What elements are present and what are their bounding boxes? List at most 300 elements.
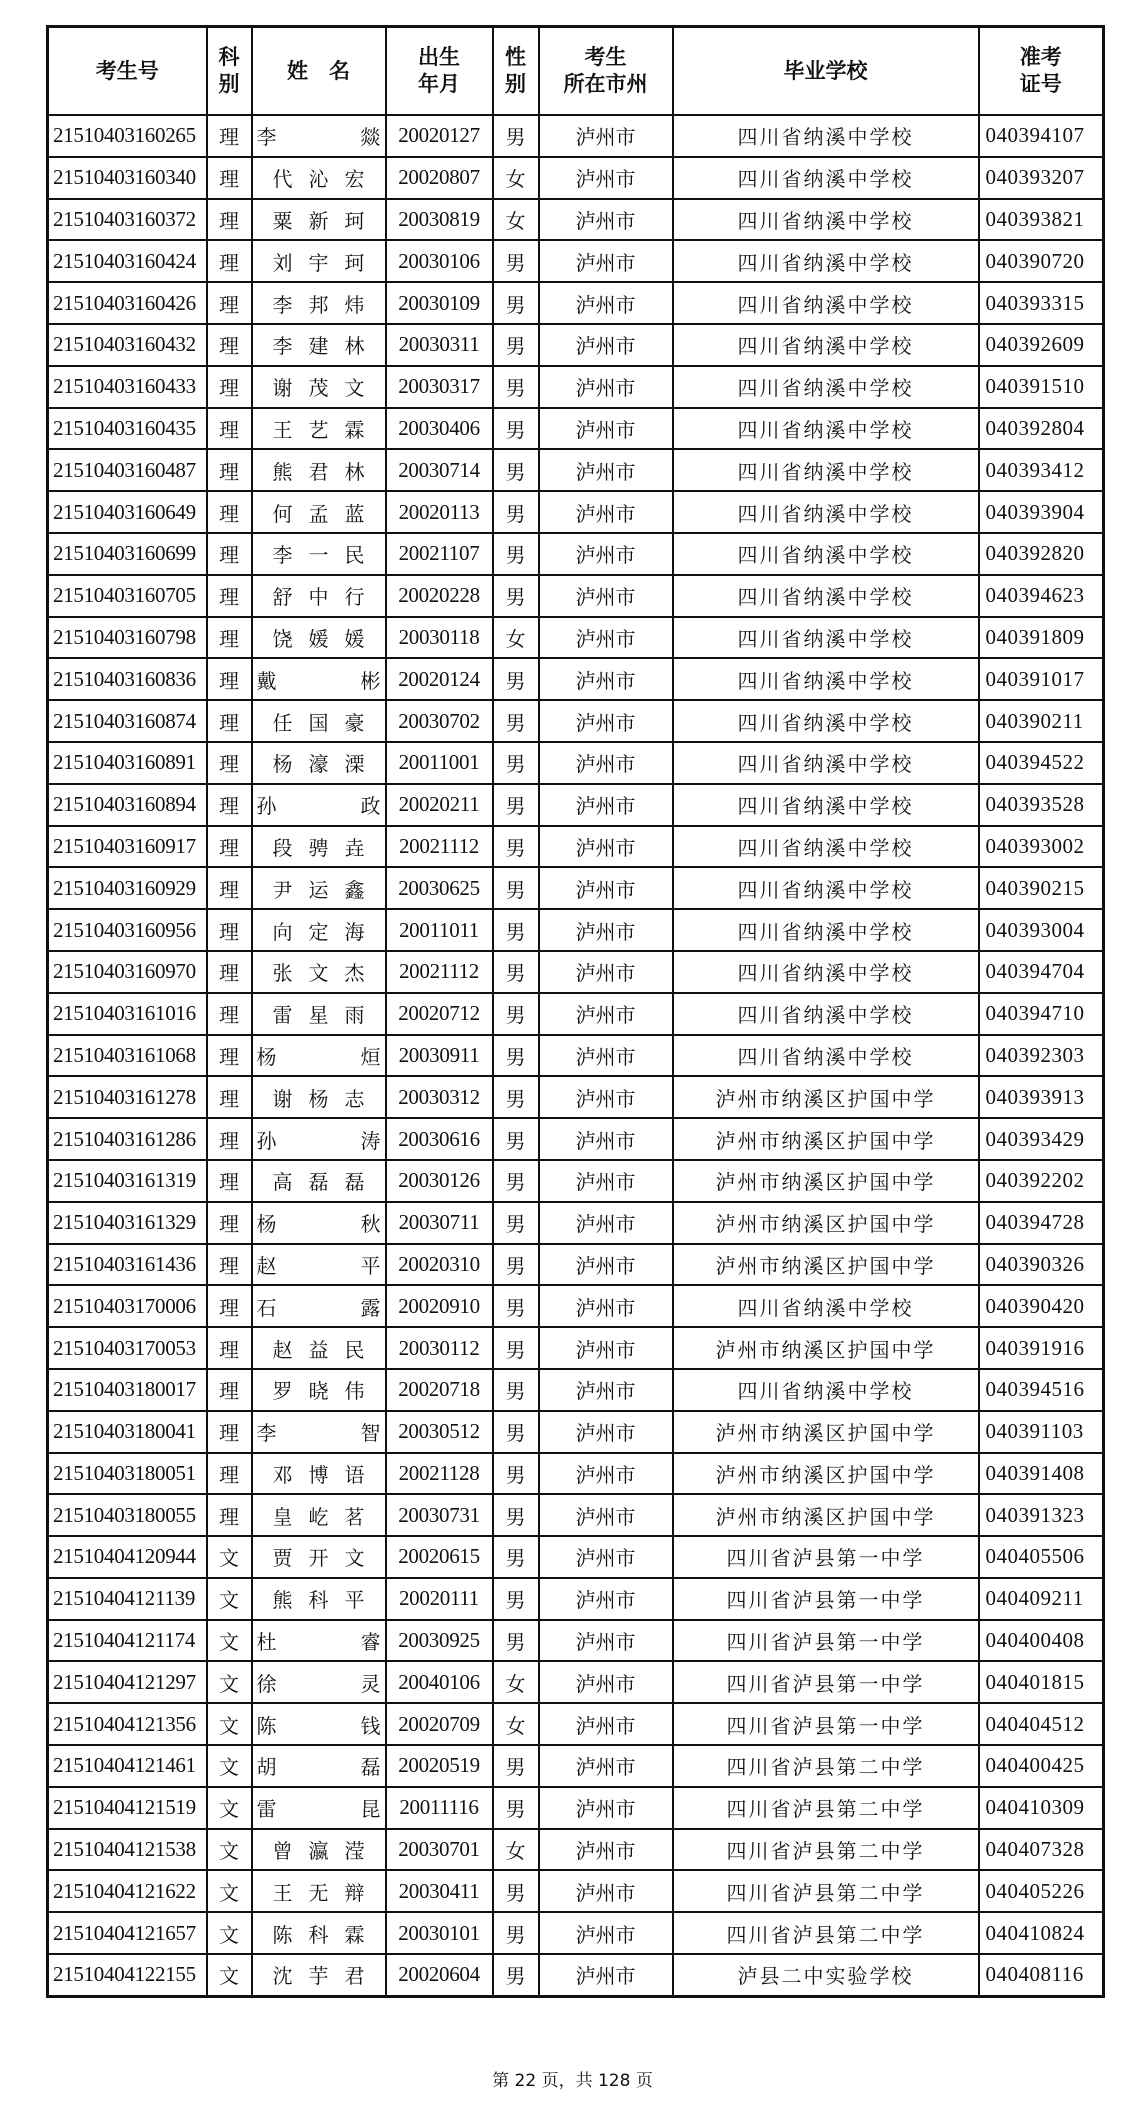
- admission-list-table: [46, 25, 1105, 1998]
- exam-id-cell: 21510404121356: [48, 1703, 207, 1745]
- school-cell: 四川省纳溪中学校: [673, 199, 979, 241]
- city-cell: 泸州市: [539, 324, 673, 366]
- student-name: 段骋垚: [272, 835, 381, 860]
- subject-cell: 理: [207, 1202, 252, 1244]
- city-cell: 泸州市: [539, 1118, 673, 1160]
- gender-cell: 男: [493, 1327, 539, 1369]
- table-row: [48, 1620, 1104, 1662]
- table-row: [48, 658, 1104, 700]
- student-name: 胡磊: [256, 1755, 381, 1780]
- exam-id-cell: 21510403160435: [48, 408, 207, 450]
- ticket-number-cell: 040392820: [979, 533, 1104, 575]
- exam-id-cell: 21510403180041: [48, 1411, 207, 1453]
- ticket-number-cell: 040391809: [979, 617, 1104, 659]
- city-cell: 泸州市: [539, 1369, 673, 1411]
- gender-cell: 男: [493, 1244, 539, 1286]
- gender-cell: 男: [493, 1745, 539, 1787]
- gender-cell: 男: [493, 491, 539, 533]
- birth-date-cell: 20030731: [386, 1494, 493, 1536]
- ticket-number-cell: 040391323: [979, 1494, 1104, 1536]
- subject-cell: 文: [207, 1954, 252, 1996]
- city-cell: 泸州市: [539, 1954, 673, 1996]
- exam-id-cell: 21510403160649: [48, 491, 207, 533]
- school-cell: 四川省纳溪中学校: [673, 909, 979, 951]
- city-cell: 泸州市: [539, 408, 673, 450]
- gender-cell: 男: [493, 1285, 539, 1327]
- student-name-cell: [252, 1285, 386, 1327]
- exam-id-cell: 21510403161329: [48, 1202, 207, 1244]
- birth-date-cell: 20030106: [386, 240, 493, 282]
- city-cell: 泸州市: [539, 993, 673, 1035]
- birth-date-cell: 20020228: [386, 575, 493, 617]
- exam-id-cell: 21510404122155: [48, 1954, 207, 1996]
- city-cell: 泸州市: [539, 366, 673, 408]
- table-row: [48, 867, 1104, 909]
- birth-date-cell: 20030625: [386, 867, 493, 909]
- gender-cell: 男: [493, 1536, 539, 1578]
- gender-cell: 男: [493, 1620, 539, 1662]
- school-cell: 四川省纳溪中学校: [673, 1369, 979, 1411]
- table-row: [48, 617, 1104, 659]
- table-row: [48, 1745, 1104, 1787]
- exam-id-cell: 21510403180051: [48, 1453, 207, 1495]
- subject-cell: 文: [207, 1578, 252, 1620]
- school-cell: 四川省纳溪中学校: [673, 157, 979, 199]
- school-cell: 四川省纳溪中学校: [673, 867, 979, 909]
- gender-cell: 男: [493, 1035, 539, 1077]
- city-cell: 泸州市: [539, 1035, 673, 1077]
- exam-id-cell: 21510403160891: [48, 742, 207, 784]
- subject-cell: 理: [207, 909, 252, 951]
- student-name: 张文杰: [272, 961, 381, 986]
- subject-cell: 文: [207, 1536, 252, 1578]
- student-name-cell: [252, 1327, 386, 1369]
- school-cell: 四川省纳溪中学校: [673, 240, 979, 282]
- exam-id-cell: 21510404121174: [48, 1620, 207, 1662]
- exam-id-cell: 21510403160487: [48, 449, 207, 491]
- school-cell: 四川省泸县第一中学: [673, 1536, 979, 1578]
- table-row: [48, 366, 1104, 408]
- city-cell: 泸州市: [539, 1745, 673, 1787]
- subject-cell: 理: [207, 157, 252, 199]
- student-name: 向定海: [272, 919, 381, 944]
- header-school: 毕业学校: [673, 27, 979, 116]
- table-row: [48, 157, 1104, 199]
- subject-cell: 理: [207, 199, 252, 241]
- ticket-number-cell: 040394623: [979, 575, 1104, 617]
- exam-id-cell: 21510403161278: [48, 1076, 207, 1118]
- gender-cell: 男: [493, 1578, 539, 1620]
- ticket-number-cell: 040404512: [979, 1703, 1104, 1745]
- gender-cell: 男: [493, 1411, 539, 1453]
- table-row: [48, 533, 1104, 575]
- city-cell: 泸州市: [539, 909, 673, 951]
- header-subject: 科 别: [207, 27, 252, 116]
- school-cell: 四川省纳溪中学校: [673, 617, 979, 659]
- table-row: [48, 1285, 1104, 1327]
- subject-cell: 文: [207, 1745, 252, 1787]
- birth-date-cell: 20011011: [386, 909, 493, 951]
- exam-id-cell: 21510403170053: [48, 1327, 207, 1369]
- gender-cell: 男: [493, 1160, 539, 1202]
- student-name-cell: [252, 1578, 386, 1620]
- student-name-cell: [252, 157, 386, 199]
- gender-cell: 男: [493, 1954, 539, 1996]
- exam-id-cell: 21510403160265: [48, 115, 207, 157]
- subject-cell: 文: [207, 1787, 252, 1829]
- city-cell: 泸州市: [539, 742, 673, 784]
- ticket-number-cell: 040390420: [979, 1285, 1104, 1327]
- student-name-cell: [252, 700, 386, 742]
- ticket-number-cell: 040392202: [979, 1160, 1104, 1202]
- student-name-cell: [252, 324, 386, 366]
- student-name-cell: [252, 617, 386, 659]
- school-cell: 四川省纳溪中学校: [673, 449, 979, 491]
- ticket-number-cell: 040407328: [979, 1829, 1104, 1871]
- student-name: 陈科霖: [272, 1922, 381, 1947]
- birth-date-cell: 20030101: [386, 1912, 493, 1954]
- subject-cell: 文: [207, 1912, 252, 1954]
- header-gender: 性 别: [493, 27, 539, 116]
- student-name-cell: [252, 1118, 386, 1160]
- student-name-cell: [252, 366, 386, 408]
- exam-id-cell: 21510403180055: [48, 1494, 207, 1536]
- gender-cell: 男: [493, 1494, 539, 1536]
- exam-id-cell: 21510403160874: [48, 700, 207, 742]
- birth-date-cell: 20030311: [386, 324, 493, 366]
- ticket-number-cell: 040393004: [979, 909, 1104, 951]
- ticket-number-cell: 040394710: [979, 993, 1104, 1035]
- gender-cell: 男: [493, 867, 539, 909]
- student-name: 任国豪: [272, 710, 381, 735]
- school-cell: 泸州市纳溪区护国中学: [673, 1202, 979, 1244]
- student-name-cell: [252, 1076, 386, 1118]
- table-row: [48, 324, 1104, 366]
- birth-date-cell: 20011116: [386, 1787, 493, 1829]
- school-cell: 四川省纳溪中学校: [673, 491, 979, 533]
- student-name: 罗晓伟: [272, 1379, 381, 1404]
- school-cell: 泸州市纳溪区护国中学: [673, 1411, 979, 1453]
- city-cell: 泸州市: [539, 658, 673, 700]
- city-cell: 泸州市: [539, 1244, 673, 1286]
- school-cell: 泸州市纳溪区护国中学: [673, 1118, 979, 1160]
- ticket-number-cell: 040393821: [979, 199, 1104, 241]
- exam-id-cell: 21510403161436: [48, 1244, 207, 1286]
- table-row: [48, 449, 1104, 491]
- school-cell: 四川省纳溪中学校: [673, 115, 979, 157]
- birth-date-cell: 20020615: [386, 1536, 493, 1578]
- birth-date-cell: 20030819: [386, 199, 493, 241]
- school-cell: 四川省纳溪中学校: [673, 700, 979, 742]
- student-name-cell: [252, 240, 386, 282]
- gender-cell: 男: [493, 742, 539, 784]
- student-name-cell: [252, 1411, 386, 1453]
- city-cell: 泸州市: [539, 617, 673, 659]
- student-name: 王无辩: [272, 1880, 381, 1905]
- school-cell: 四川省纳溪中学校: [673, 993, 979, 1035]
- school-cell: 四川省泸县第二中学: [673, 1745, 979, 1787]
- student-name-cell: [252, 1620, 386, 1662]
- school-cell: 四川省纳溪中学校: [673, 1285, 979, 1327]
- birth-date-cell: 20030925: [386, 1620, 493, 1662]
- school-cell: 四川省纳溪中学校: [673, 951, 979, 993]
- ticket-number-cell: 040400425: [979, 1745, 1104, 1787]
- exam-id-cell: 21510404120944: [48, 1536, 207, 1578]
- exam-id-cell: 21510403160894: [48, 784, 207, 826]
- city-cell: 泸州市: [539, 1285, 673, 1327]
- exam-id-cell: 21510403160433: [48, 366, 207, 408]
- city-cell: 泸州市: [539, 240, 673, 282]
- birth-date-cell: 20020604: [386, 1954, 493, 1996]
- birth-date-cell: 20021107: [386, 533, 493, 575]
- ticket-number-cell: 040394516: [979, 1369, 1104, 1411]
- gender-cell: 男: [493, 1118, 539, 1160]
- student-name-cell: [252, 1787, 386, 1829]
- student-name: 谢茂文: [272, 376, 381, 401]
- school-cell: 泸州市纳溪区护国中学: [673, 1244, 979, 1286]
- table-row: [48, 1536, 1104, 1578]
- page-footer: 第 22 页，共 128 页: [492, 2071, 653, 2091]
- subject-cell: 理: [207, 282, 252, 324]
- city-cell: 泸州市: [539, 115, 673, 157]
- ticket-number-cell: 040391510: [979, 366, 1104, 408]
- birth-date-cell: 20030702: [386, 700, 493, 742]
- gender-cell: 男: [493, 658, 539, 700]
- table-row: [48, 491, 1104, 533]
- city-cell: 泸州市: [539, 1494, 673, 1536]
- header-exam-id: 考生号: [48, 27, 207, 116]
- ticket-number-cell: 040410824: [979, 1912, 1104, 1954]
- subject-cell: 理: [207, 1285, 252, 1327]
- gender-cell: 男: [493, 784, 539, 826]
- city-cell: 泸州市: [539, 1661, 673, 1703]
- student-name: 舒中行: [272, 585, 381, 610]
- subject-cell: 理: [207, 1244, 252, 1286]
- student-name: 徐灵: [256, 1671, 381, 1696]
- city-cell: 泸州市: [539, 1703, 673, 1745]
- exam-id-cell: 21510403161068: [48, 1035, 207, 1077]
- table-row: [48, 282, 1104, 324]
- table-row: [48, 909, 1104, 951]
- subject-cell: 理: [207, 1327, 252, 1369]
- exam-id-cell: 21510403160836: [48, 658, 207, 700]
- student-name-cell: [252, 1661, 386, 1703]
- gender-cell: 女: [493, 1829, 539, 1871]
- student-name-cell: [252, 1870, 386, 1912]
- subject-cell: 理: [207, 658, 252, 700]
- exam-id-cell: 21510404121622: [48, 1870, 207, 1912]
- subject-cell: 理: [207, 742, 252, 784]
- school-cell: 四川省纳溪中学校: [673, 658, 979, 700]
- table-row: [48, 1118, 1104, 1160]
- ticket-number-cell: 040394107: [979, 115, 1104, 157]
- student-name: 王艺霖: [272, 417, 381, 442]
- gender-cell: 男: [493, 1912, 539, 1954]
- table-row: [48, 784, 1104, 826]
- school-cell: 泸州市纳溪区护国中学: [673, 1327, 979, 1369]
- ticket-number-cell: 040390215: [979, 867, 1104, 909]
- exam-id-cell: 21510404121657: [48, 1912, 207, 1954]
- subject-cell: 理: [207, 1076, 252, 1118]
- ticket-number-cell: 040391103: [979, 1411, 1104, 1453]
- birth-date-cell: 20020910: [386, 1285, 493, 1327]
- birth-date-cell: 20030701: [386, 1829, 493, 1871]
- birth-date-cell: 20040106: [386, 1661, 493, 1703]
- student-name-cell: [252, 1244, 386, 1286]
- gender-cell: 男: [493, 240, 539, 282]
- student-name: 杜睿: [256, 1630, 381, 1655]
- header-birth: 出生 年月: [386, 27, 493, 116]
- birth-date-cell: 20030711: [386, 1202, 493, 1244]
- birth-date-cell: 20011001: [386, 742, 493, 784]
- subject-cell: 理: [207, 826, 252, 868]
- subject-cell: 理: [207, 533, 252, 575]
- student-name: 熊君林: [272, 459, 381, 484]
- header-ticket: 准考 证号: [979, 27, 1104, 116]
- student-name: 粟新珂: [272, 208, 381, 233]
- subject-cell: 理: [207, 366, 252, 408]
- ticket-number-cell: 040408116: [979, 1954, 1104, 1996]
- birth-date-cell: 20030109: [386, 282, 493, 324]
- student-name-cell: [252, 282, 386, 324]
- city-cell: 泸州市: [539, 1536, 673, 1578]
- exam-id-cell: 21510403160432: [48, 324, 207, 366]
- subject-cell: 理: [207, 784, 252, 826]
- header-city: 考生 所在市州: [539, 27, 673, 116]
- student-name-cell: [252, 742, 386, 784]
- city-cell: 泸州市: [539, 533, 673, 575]
- school-cell: 四川省纳溪中学校: [673, 1035, 979, 1077]
- birth-date-cell: 20030512: [386, 1411, 493, 1453]
- birth-date-cell: 20021112: [386, 951, 493, 993]
- exam-id-cell: 21510404121297: [48, 1661, 207, 1703]
- table-row: [48, 1494, 1104, 1536]
- subject-cell: 理: [207, 1494, 252, 1536]
- student-name: 何孟蓝: [272, 501, 381, 526]
- student-name: 孙政: [256, 794, 381, 819]
- subject-cell: 理: [207, 324, 252, 366]
- student-name-cell: [252, 867, 386, 909]
- table-row: [48, 1035, 1104, 1077]
- student-name-cell: [252, 1453, 386, 1495]
- school-cell: 四川省泸县第一中学: [673, 1578, 979, 1620]
- subject-cell: 理: [207, 408, 252, 450]
- city-cell: 泸州市: [539, 826, 673, 868]
- subject-cell: 理: [207, 1369, 252, 1411]
- table-row: [48, 199, 1104, 241]
- gender-cell: 男: [493, 366, 539, 408]
- student-name: 李邦炜: [272, 292, 381, 317]
- student-name: 雷星雨: [272, 1003, 381, 1028]
- gender-cell: 男: [493, 951, 539, 993]
- table-row: [48, 1661, 1104, 1703]
- student-name-cell: [252, 1160, 386, 1202]
- gender-cell: 男: [493, 1870, 539, 1912]
- gender-cell: 男: [493, 449, 539, 491]
- student-name-cell: [252, 1954, 386, 1996]
- city-cell: 泸州市: [539, 1327, 673, 1369]
- ticket-number-cell: 040393913: [979, 1076, 1104, 1118]
- gender-cell: 女: [493, 157, 539, 199]
- student-name: 李智: [256, 1421, 381, 1446]
- student-name: 邓博语: [272, 1462, 381, 1487]
- table-row: [48, 1411, 1104, 1453]
- school-cell: 泸州市纳溪区护国中学: [673, 1076, 979, 1118]
- ticket-number-cell: 040391916: [979, 1327, 1104, 1369]
- exam-id-cell: 21510403160929: [48, 867, 207, 909]
- birth-date-cell: 20020712: [386, 993, 493, 1035]
- table-row: [48, 993, 1104, 1035]
- city-cell: 泸州市: [539, 1620, 673, 1662]
- ticket-number-cell: 040391408: [979, 1453, 1104, 1495]
- ticket-number-cell: 040409211: [979, 1578, 1104, 1620]
- student-name: 李一民: [272, 543, 381, 568]
- gender-cell: 男: [493, 1076, 539, 1118]
- birth-date-cell: 20020807: [386, 157, 493, 199]
- student-name-cell: [252, 826, 386, 868]
- exam-id-cell: 21510403160917: [48, 826, 207, 868]
- city-cell: 泸州市: [539, 1076, 673, 1118]
- city-cell: 泸州市: [539, 1453, 673, 1495]
- school-cell: 四川省泸县第二中学: [673, 1787, 979, 1829]
- ticket-number-cell: 040392804: [979, 408, 1104, 450]
- subject-cell: 理: [207, 993, 252, 1035]
- exam-id-cell: 21510403160699: [48, 533, 207, 575]
- student-name: 熊科平: [272, 1588, 381, 1613]
- subject-cell: 文: [207, 1870, 252, 1912]
- birth-date-cell: 20030312: [386, 1076, 493, 1118]
- table-row: [48, 1787, 1104, 1829]
- birth-date-cell: 20021112: [386, 826, 493, 868]
- ticket-number-cell: 040392303: [979, 1035, 1104, 1077]
- school-cell: 四川省纳溪中学校: [673, 742, 979, 784]
- exam-id-cell: 21510403160970: [48, 951, 207, 993]
- student-name-cell: [252, 575, 386, 617]
- gender-cell: 男: [493, 1369, 539, 1411]
- exam-id-cell: 21510403170006: [48, 1285, 207, 1327]
- exam-id-cell: 21510403160705: [48, 575, 207, 617]
- school-cell: 四川省纳溪中学校: [673, 575, 979, 617]
- student-name: 代沁宏: [272, 167, 381, 192]
- exam-id-cell: 21510403161016: [48, 993, 207, 1035]
- student-name: 陈钱: [256, 1713, 381, 1738]
- exam-id-cell: 21510404121461: [48, 1745, 207, 1787]
- gender-cell: 女: [493, 1703, 539, 1745]
- gender-cell: 男: [493, 1202, 539, 1244]
- school-cell: 泸州市纳溪区护国中学: [673, 1494, 979, 1536]
- table-row: [48, 700, 1104, 742]
- table-row: [48, 1829, 1104, 1871]
- student-name-cell: [252, 1703, 386, 1745]
- gender-cell: 男: [493, 575, 539, 617]
- city-cell: 泸州市: [539, 1411, 673, 1453]
- student-name: 孙涛: [256, 1128, 381, 1153]
- exam-id-cell: 21510403160372: [48, 199, 207, 241]
- city-cell: 泸州市: [539, 157, 673, 199]
- student-name-cell: [252, 1035, 386, 1077]
- student-name: 贾开文: [272, 1546, 381, 1571]
- ticket-number-cell: 040400408: [979, 1620, 1104, 1662]
- student-name-cell: [252, 1745, 386, 1787]
- student-name: 李建林: [272, 334, 381, 359]
- ticket-number-cell: 040410309: [979, 1787, 1104, 1829]
- ticket-number-cell: 040394704: [979, 951, 1104, 993]
- ticket-number-cell: 040390211: [979, 700, 1104, 742]
- birth-date-cell: 20020127: [386, 115, 493, 157]
- ticket-number-cell: 040405226: [979, 1870, 1104, 1912]
- student-name-cell: [252, 449, 386, 491]
- city-cell: 泸州市: [539, 700, 673, 742]
